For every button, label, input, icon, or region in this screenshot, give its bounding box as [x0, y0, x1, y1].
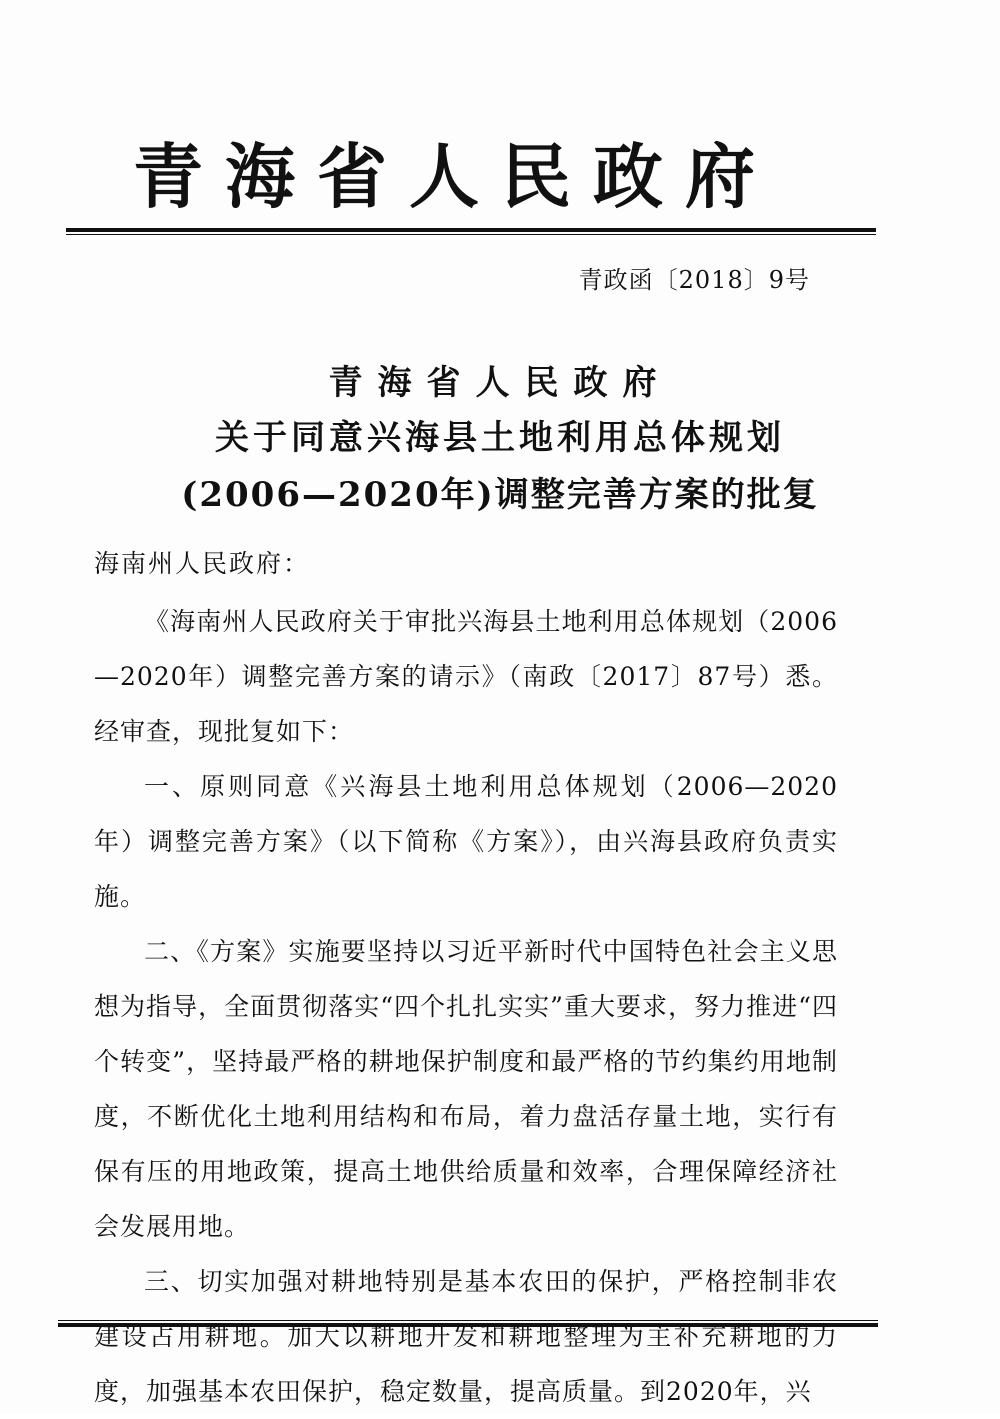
footer-divider: [58, 1320, 878, 1327]
title-line-3: (2006—2020年)调整完善方案的批复: [181, 475, 819, 515]
paragraph-item-1: 一、原则同意《兴海县土地利用总体规划（2006—2020年）调整完善方案》（以下简称《方案》），由兴海县政府负责实施。: [94, 772, 838, 911]
title-line-2: 关于同意兴海县土地利用总体规划: [215, 418, 785, 458]
header-divider: [66, 228, 876, 235]
paragraph-item-3: 三、切实加强对耕地特别是基本农田的保护，严格控制非农建设占用耕地。加大以耕地开发和耕地整理为主补充耕地的力度，加强基本农田保护，稳定数量，提高质量。到2020年，兴: [94, 1267, 838, 1406]
paragraph-item-2: 二、《方案》实施要坚持以习近平新时代中国特色社会主义思想为指导，全面贯彻落实“四个扎扎实实”重大要求，努力推进“四个转变”，坚持最严格的耕地保护制度和最严格的节约集约用地制度，不断优化土地利用结构和布局，着力盘活存量土地，实行有保有压的用地政策，提高土地供给质量和效率，合理保障经济社会发展用地。: [94, 937, 838, 1241]
document-number: 青政函〔2018〕9号: [578, 266, 810, 294]
issuer-heading: 青海省人民政府: [133, 135, 777, 218]
paragraph-request: 《海南州人民政府关于审批兴海县土地利用总体规划（2006—2020年）调整完善方案的请示》（南政〔2017〕87号）悉。经审查，现批复如下：: [94, 607, 838, 746]
title-line-1: 青海省人民政府: [328, 363, 672, 403]
body-text: [94, 594, 838, 1419]
salutation: 海南州人民政府：: [94, 549, 311, 578]
